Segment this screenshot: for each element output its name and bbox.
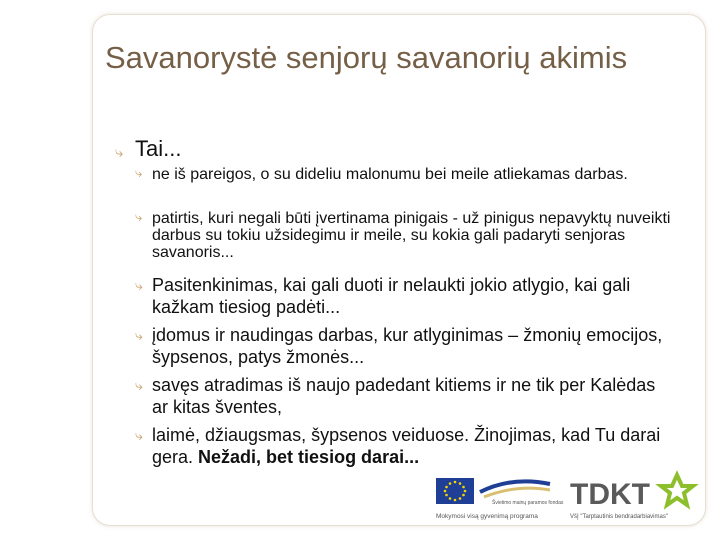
sub-item: ne iš pareigos, o su dideliu malonumu bei meile atliekamas darbas. [152,166,628,183]
list-item-last [152,424,702,468]
last-item-emphasis: Nežadi, bet tiesiog darai... [198,447,420,467]
slide-title: Savanorystė senjorų savanorių akimis [105,40,628,75]
tdkt-caption: VšĮ "Tarptautinis bendradarbiavimas" [570,514,668,520]
eu-flag-icon [436,478,474,504]
bullet-icon: ⤷ [135,210,143,225]
list-item: Pasitenkinimas, kai gali duoti ir nelaukti jokio atlygio, kai gali kažkam tiesiog padėti... [152,275,631,317]
last-item-text: laimė, džiaugsmas, šypsenos veiduose. Žinojimas, kad Tu darai gera. [152,425,661,467]
bullet-icon: ⤷ [135,328,143,344]
list-item: įdomus ir naudingas darbas, kur atlyginimas – žmonių emocijos, šypsenos, patys žmonės... [152,325,663,367]
heading-item: Tai... [135,136,182,161]
bullet-icon: ⤷ [115,143,124,161]
bullet-icon: ⤷ [135,428,143,444]
sub-item: patirtis, kuri negali būti įvertinama pinigais - už pinigus nepavyktų nuveikti darbus su tokiu užsidegimu ir meile, su kokia gali padaryti senjoras savanoris... [152,210,671,261]
bullet-icon: ⤷ [135,378,143,394]
eu-caption: Mokymosi visą gyvenimą programa [436,513,538,520]
bullet-icon: ⤷ [135,278,143,294]
eu-small-caption: Švietimo mainų paramos fondas [492,500,564,506]
bullet-icon: ⤷ [135,166,143,181]
logos-graphic [432,470,702,522]
sponsor-logos [432,470,702,522]
green-star-icon [661,475,693,505]
list-item: savęs atradimas iš naujo padedant kitiems ir ne tik per Kalėdas ar kitas šventes, [152,375,656,417]
tdkt-logo-text: TDKT [570,478,650,511]
lifelong-learning-swoosh-icon [480,481,550,497]
